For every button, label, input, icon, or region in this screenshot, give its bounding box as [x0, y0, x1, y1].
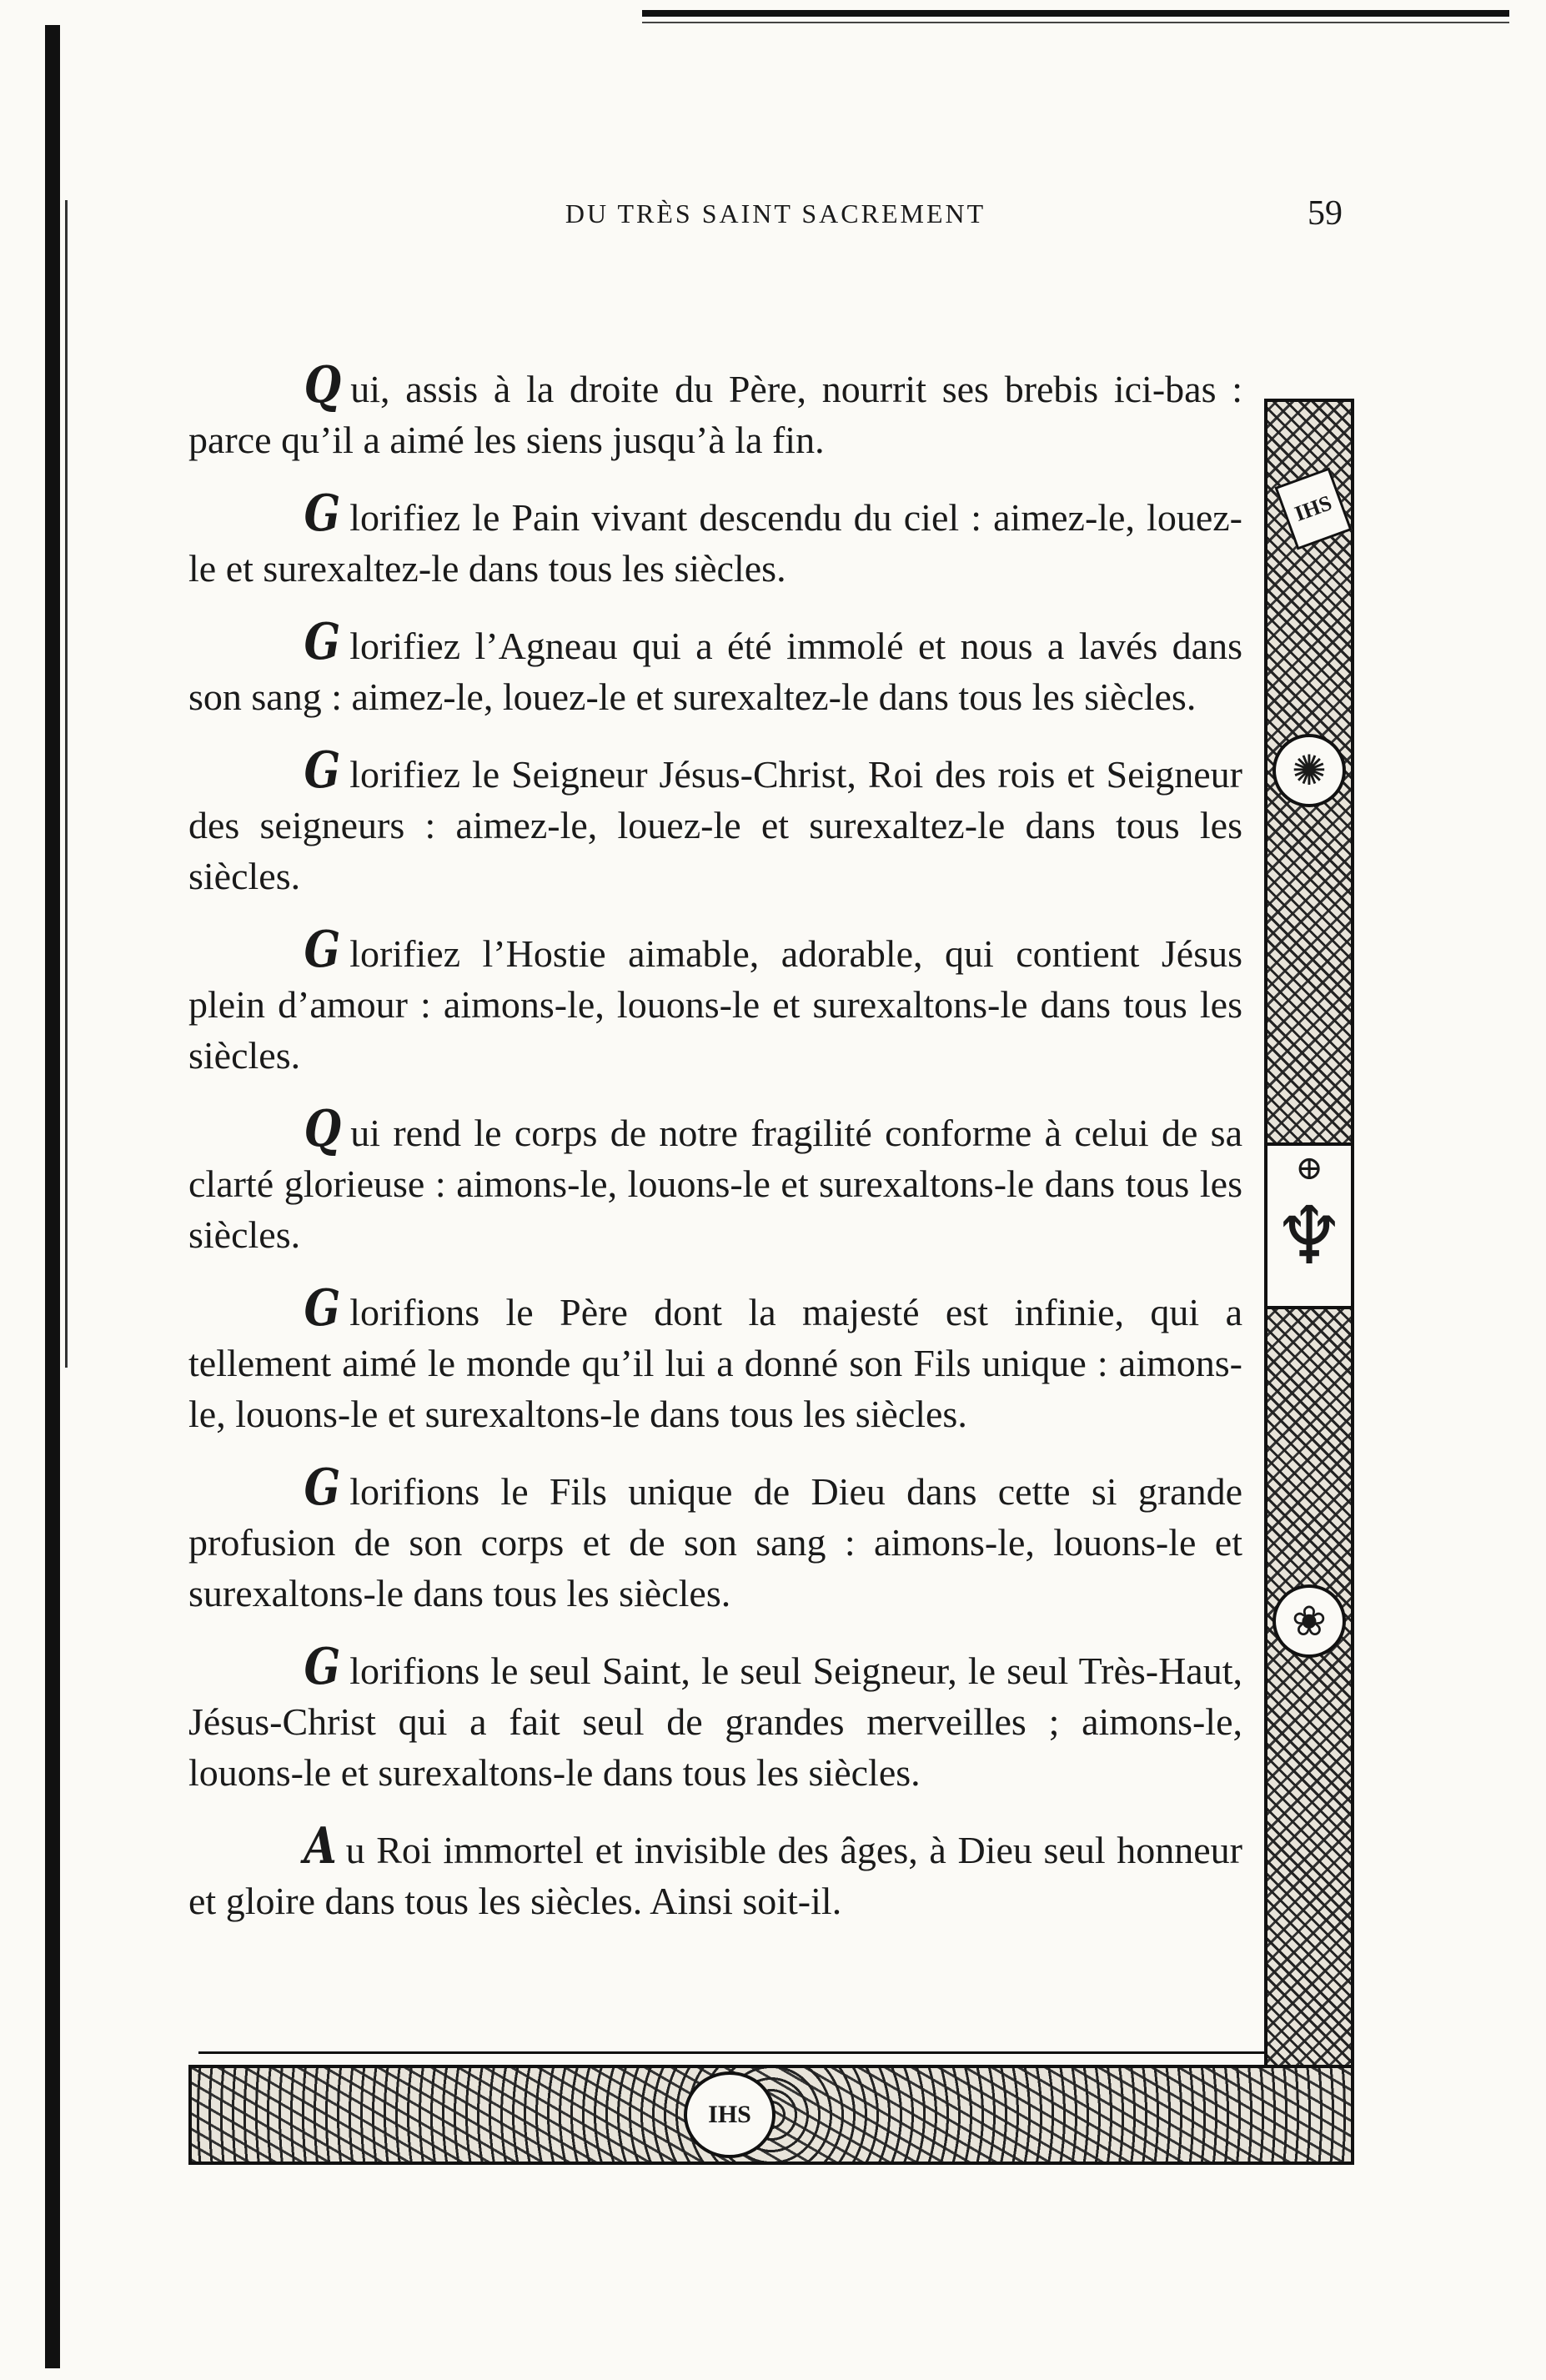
border-inner-rule [198, 2051, 1274, 2054]
paragraph [188, 485, 1242, 594]
top-rule-thin [642, 22, 1509, 23]
paragraph [188, 1638, 1242, 1798]
ornate-initial: G [304, 1459, 341, 1517]
paragraph-text: lorifiez le Seigneur Jésus-Christ, Roi des rois et Seigneur des seigneurs : aimez-le, louez-le et surexaltez-le dans tous les siècles. [188, 753, 1242, 897]
running-head: DU TRÈS SAINT SACREMENT [565, 198, 986, 228]
ornate-initial: G [304, 1638, 341, 1696]
ornate-initial: G [304, 1279, 341, 1338]
paragraph [188, 741, 1242, 901]
ornate-initial: G [304, 921, 341, 979]
chalice-icon: ♆ [1272, 1192, 1346, 1281]
paragraph-text: ui rend le corps de notre fragilité conforme à celui de sa clarté glorieuse : aimons-le, louons-le et surexaltons-le dans tous les siècles. [188, 1112, 1242, 1256]
paragraph [188, 1279, 1242, 1439]
ornate-initial: A [304, 1817, 337, 1875]
ornate-initial: Q [304, 1100, 342, 1158]
paragraph-text: lorifions le seul Saint, le seul Seigneur, le seul Très-Haut, Jésus-Christ qui a fait seul de grandes merveilles ; aimons-le, louons-le et surexaltons-le dans tous les siècles. [188, 1649, 1242, 1794]
chalice-emblem [1267, 1142, 1351, 1309]
body-text [188, 356, 1242, 1950]
paragraph-text: lorifiez l’Agneau qui a été immolé et nous a lavés dans son sang : aimez-le, louez-le et surexaltez-le dans tous les siècles. [188, 625, 1242, 718]
ornate-initial: G [304, 741, 341, 800]
paragraph-text: lorifions le Père dont la majesté est infinie, qui a tellement aimé le monde qu’il lui a donné son Fils unique : aimons-le, louons-le et surexaltons-le dans tous les siècles. [188, 1291, 1242, 1435]
paragraph-text: ui, assis à la droite du Père, nourrit ses brebis ici-bas : parce qu’il a aimé les siens jusqu’à la fin. [188, 368, 1242, 461]
binding-shadow [45, 25, 60, 2368]
paragraph [188, 921, 1242, 1081]
paragraph-text: u Roi immortel et invisible des âges, à Dieu seul honneur et gloire dans tous les siècles. Ainsi soit-il. [188, 1829, 1242, 1922]
paragraph [188, 1817, 1242, 1926]
paragraph-text: lorifiez l’Hostie aimable, adorable, qui contient Jésus plein d’amour : aimons-le, louons-le et surexaltons-le dans tous les siècles. [188, 932, 1242, 1077]
paragraph-text: lorifions le Fils unique de Dieu dans cette si grande profusion de son corps et de son sang : aimons-le, louons-le et surexaltons-le dans tous les siècles. [188, 1470, 1242, 1614]
page-number: 59 [1308, 194, 1343, 233]
paragraph [188, 1459, 1242, 1619]
rosette-medallion: ✺ [1272, 734, 1346, 807]
ihs-monogram-bottom: IHS [684, 2071, 776, 2158]
binding-shadow-thin [65, 200, 68, 1368]
ornate-initial: G [304, 613, 341, 671]
paragraph [188, 356, 1242, 465]
ihs-monogram-side: IHS [1274, 467, 1352, 550]
knot-medallion: ❀ [1272, 1584, 1346, 1658]
paragraph [188, 613, 1242, 722]
ornate-initial: G [304, 485, 341, 543]
host-cross-icon: ⊕ [1295, 1149, 1323, 1187]
paragraph-text: lorifiez le Pain vivant descendu du ciel : aimez-le, louez-le et surexaltez-le dans tous les siècles. [188, 496, 1242, 590]
top-rule [642, 10, 1509, 17]
ornate-initial: Q [304, 356, 342, 414]
paragraph [188, 1100, 1242, 1260]
